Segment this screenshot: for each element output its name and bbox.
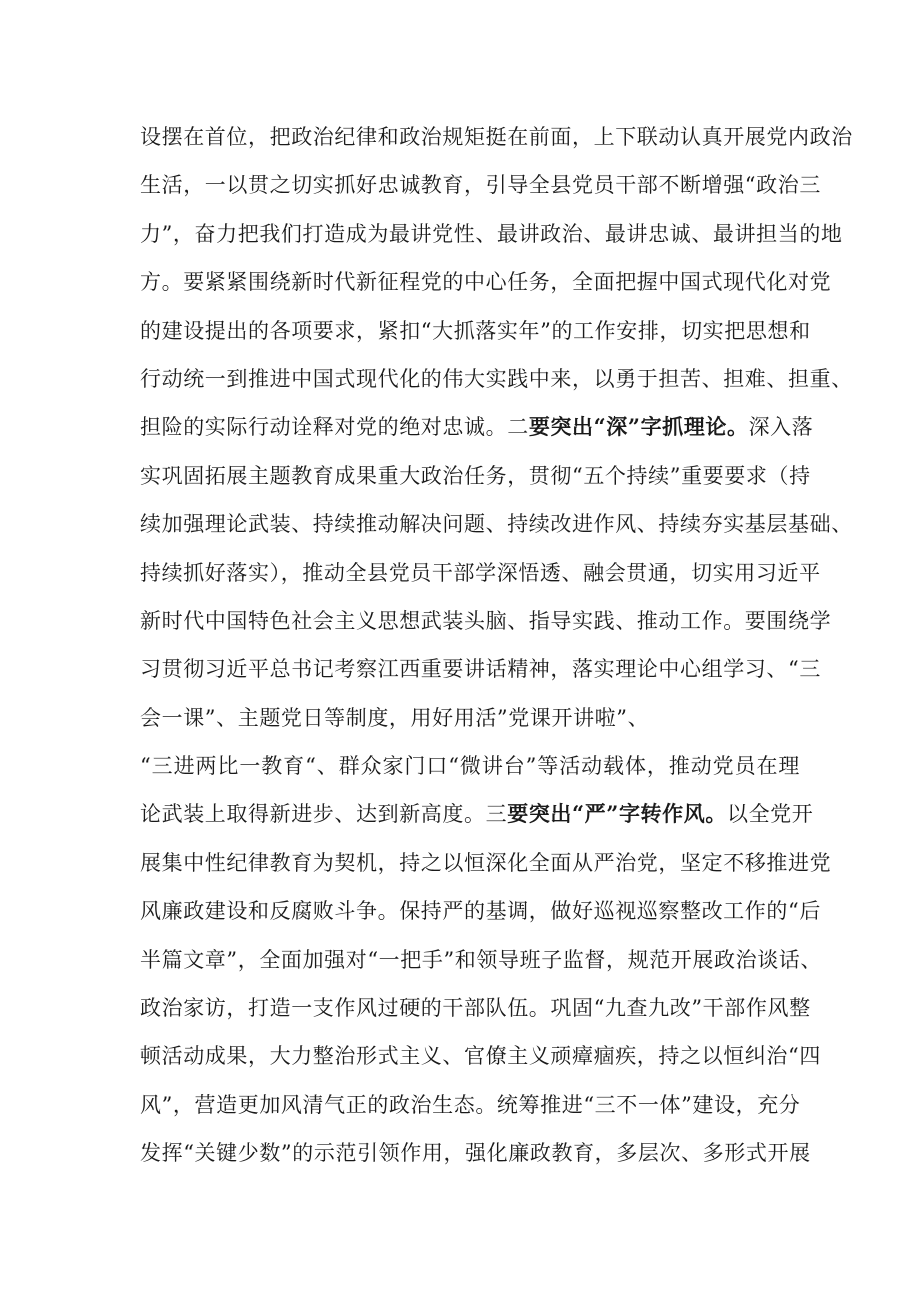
text-run: 方。要紧紧围绕新时代新征程党的中心任务，全面把握中国式现代化对党 — [140, 270, 832, 295]
text-line — [140, 936, 823, 984]
text-run: 展集中性纪律教育为契机，持之以恒深化全面从严治党，坚定不移推进党 — [140, 850, 832, 875]
text-run: 习贯彻习近平总书记考察江西重要讲话精神，落实理论中心组学习、“三 — [140, 657, 821, 682]
text-line — [140, 161, 821, 209]
text-run: 续加强理论武装、持续推动解决问题、持续改进作风、持续夯实基层基础、 — [140, 512, 853, 537]
text-line — [140, 210, 843, 258]
text-run: 力”，奋力把我们打造成为最讲党性、最讲政治、最讲忠诚、最讲担当的地 — [140, 221, 843, 246]
text-run: 顿活动成果，大力整治形式主义、官僚主义顽瘴痼疾，持之以恒纠治“四 — [140, 1044, 821, 1069]
text-line — [140, 1081, 800, 1129]
text-run: 的建设提出的各项要求，紧扣“大抓落实年”的工作安排，切实把思想和 — [140, 318, 811, 343]
text-line — [140, 500, 853, 548]
text-run: 担险的实际行动诠释对党的绝对忠诚。二 — [140, 415, 529, 440]
text-line — [140, 694, 800, 742]
text-run: 设摆在首位，把政治纪律和政治规矩挺在前面，上下联动认真开展党内政治 — [140, 125, 853, 149]
text-line — [140, 597, 832, 645]
text-line — [140, 984, 811, 1032]
text-run: 深入落 — [748, 415, 814, 440]
bold-heading: 要突出“深”字抓理论。 — [528, 414, 749, 440]
text-run: “三进两比一教育“、群众家门口“微讲台”等活动载体，推动党员在理 — [140, 754, 800, 779]
text-line — [140, 790, 814, 838]
text-line — [140, 1032, 821, 1080]
text-run: 行动统一到推进中国式现代化的伟大实践中来，以勇于担苦、担难、担重、 — [140, 366, 853, 391]
text-run: 以全党开 — [726, 802, 814, 827]
text-run: 论武装上取得新进步、达到新高度。三 — [140, 802, 508, 827]
text-line — [140, 452, 811, 500]
text-line — [140, 355, 853, 403]
text-run: 风廉政建设和反腐败斗争。保持严的基调，做好巡视巡察整改工作的“后 — [140, 899, 821, 924]
text-line — [140, 113, 853, 161]
body-text — [140, 113, 853, 1178]
text-line — [140, 549, 821, 597]
text-run: 政治家访，打造一支作风过硬的干部队伍。巩固“九查九改”干部作风整 — [140, 996, 811, 1021]
text-line — [140, 403, 814, 451]
text-run: 发挥“关键少数”的示范引领作用，强化廉政教育，多层次、多形式开展 — [140, 1141, 811, 1166]
text-line — [140, 258, 832, 306]
text-line — [140, 645, 821, 693]
text-line — [140, 839, 832, 887]
text-run: 风”，营造更加风清气正的政治生态。统筹推进“三不一体”建设，充分 — [140, 1092, 801, 1117]
text-run: 持续抓好落实），推动全县党员干部学深悟透、融会贯通，切实用习近平 — [140, 560, 821, 585]
text-run: 会一课”、主题党日等制度，用好用活”党课开讲啦”、 — [140, 705, 650, 730]
text-run: 实巩固拓展主题教育成果重大政治任务，贯彻“五个持续”重要要求（持 — [140, 463, 811, 488]
text-run: 新时代中国特色社会主义思想武装头脑、指导实践、推动工作。要围绕学 — [140, 608, 832, 633]
text-line — [140, 307, 811, 355]
text-run: 半篇文章”，全面加强对“一把手”和领导班子监督，规范开展政治谈话、 — [140, 947, 823, 972]
text-run: 生活，一以贯之切实抓好忠诚教育，引导全县党员干部不断增强“政治三 — [140, 173, 821, 198]
text-line — [140, 742, 800, 790]
text-line — [140, 1129, 811, 1177]
bold-heading: 要突出“严”字转作风。 — [507, 801, 727, 827]
text-line — [140, 887, 821, 935]
